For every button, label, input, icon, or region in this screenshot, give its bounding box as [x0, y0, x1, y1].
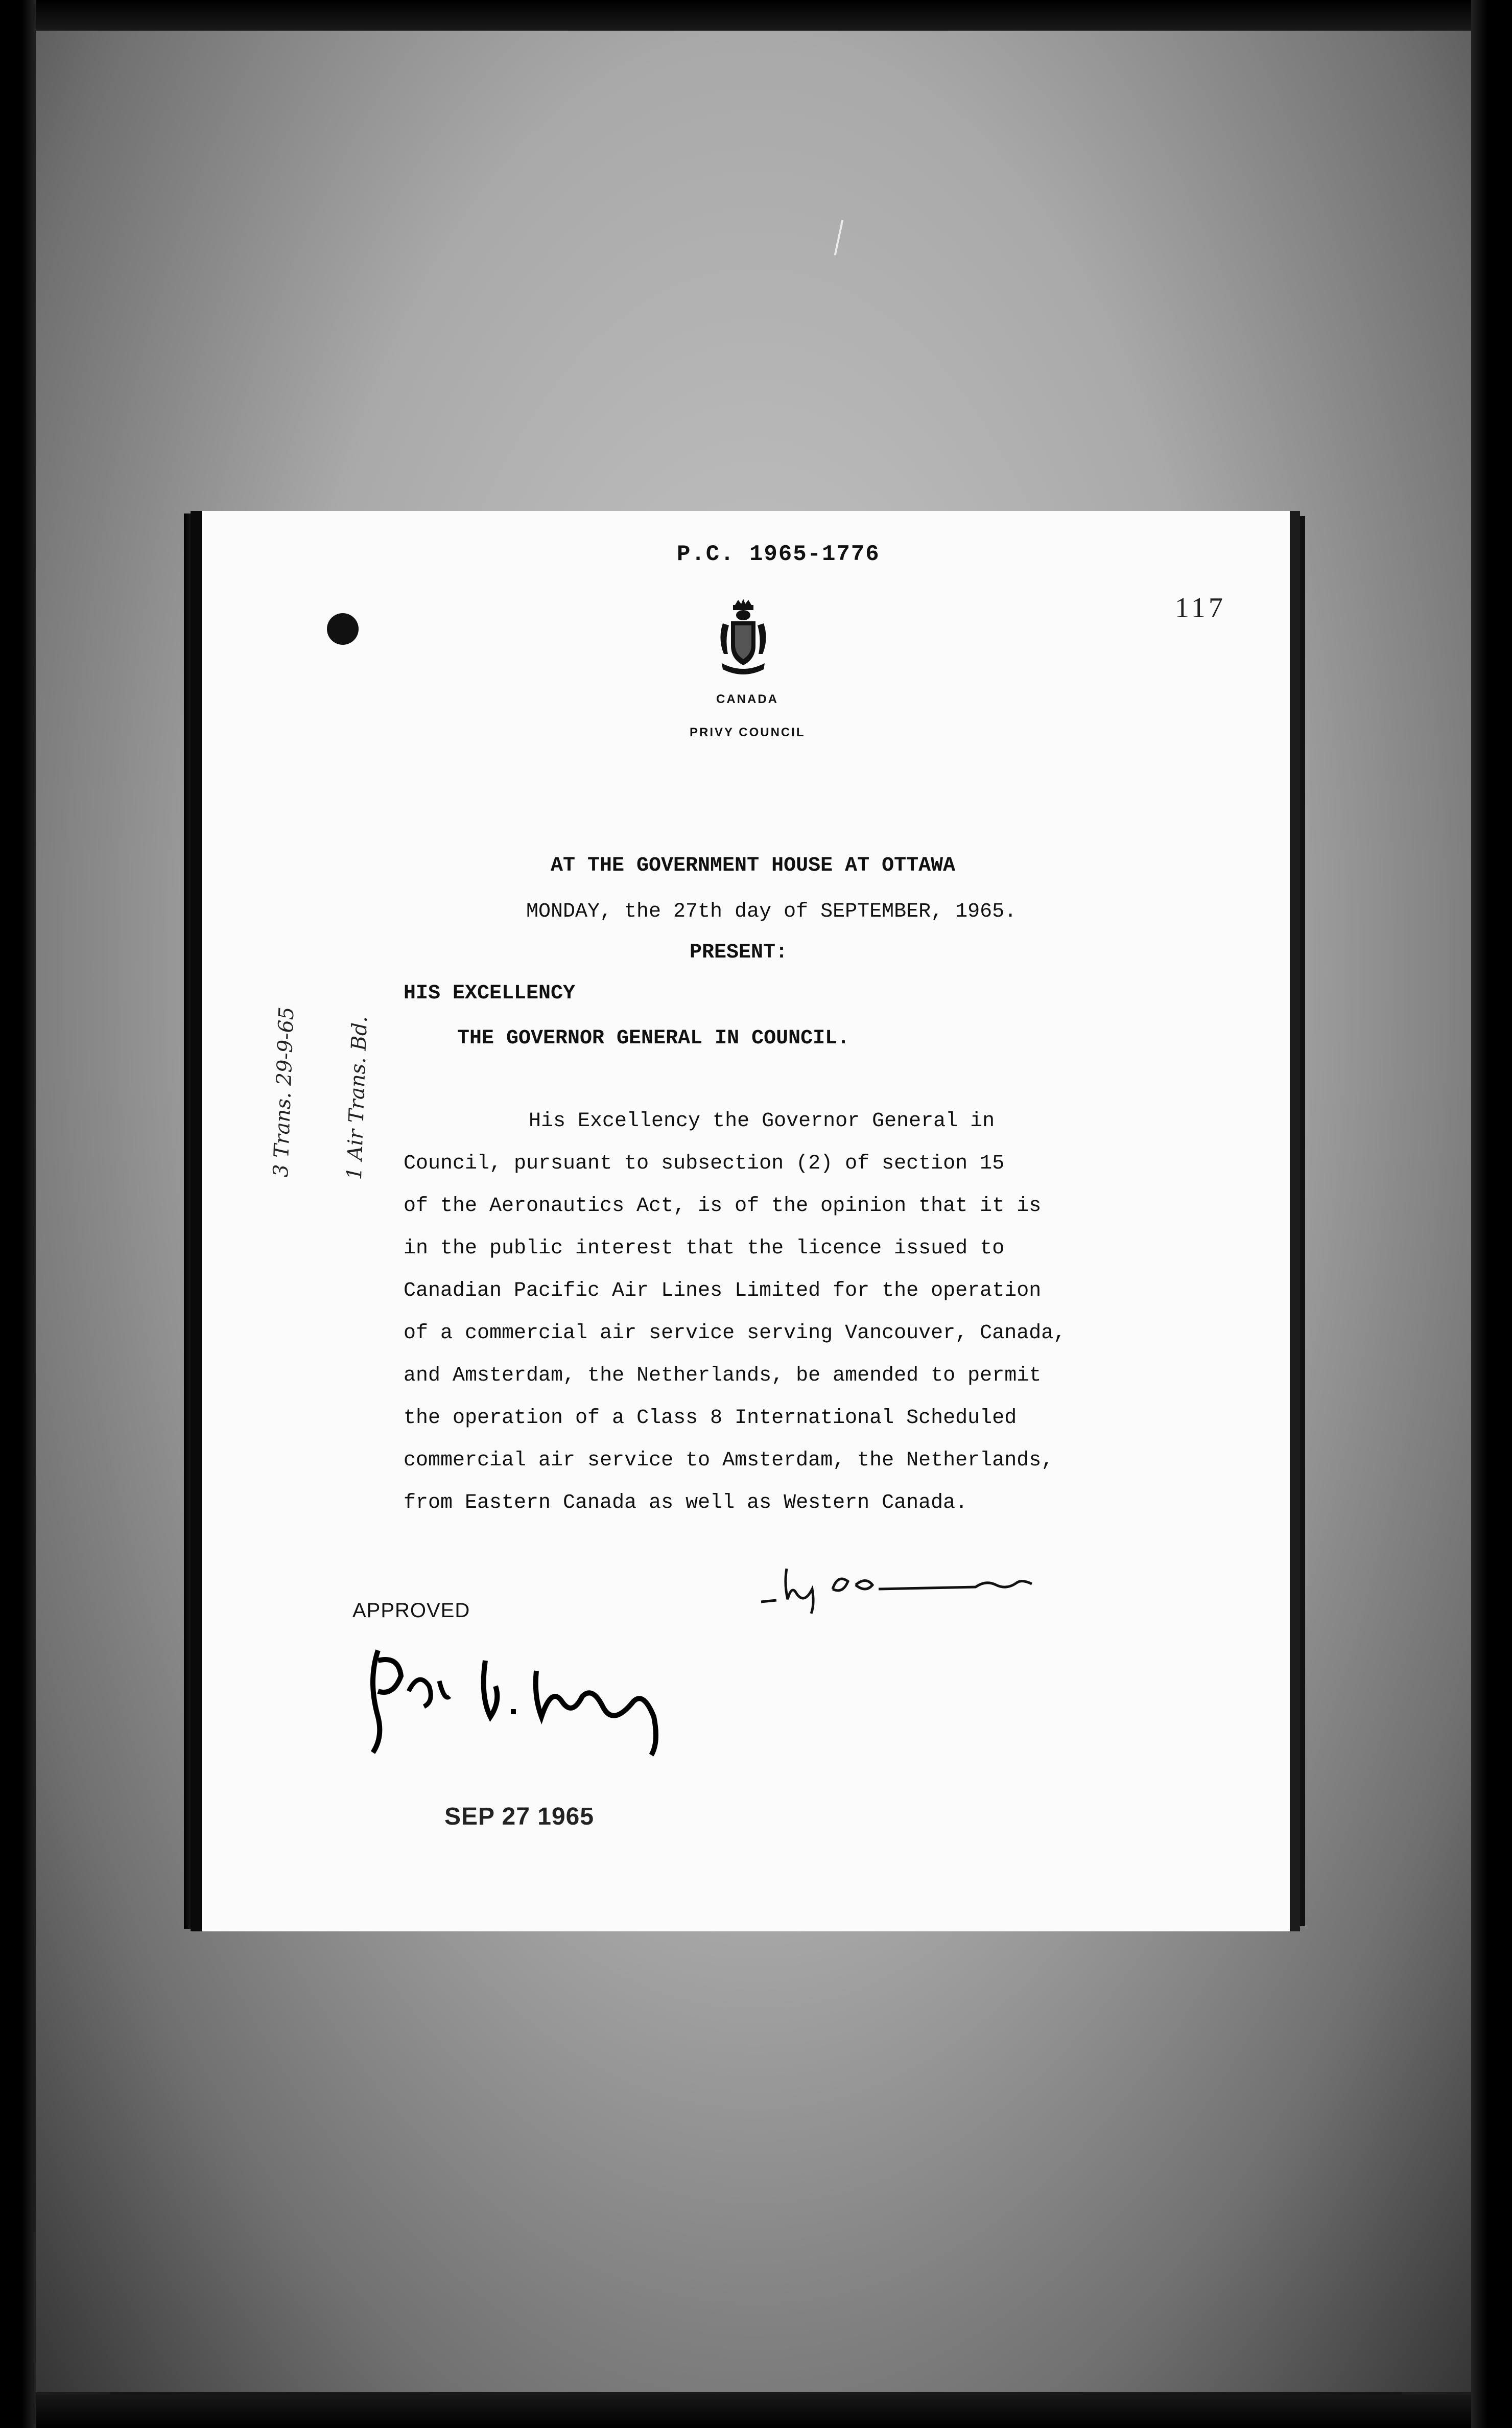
his-excellency: HIS EXCELLENCY — [404, 982, 576, 1005]
body-line: and Amsterdam, the Netherlands, be amended to permit — [404, 1364, 1042, 1387]
pc-number: P.C. 1965-1776 — [677, 542, 880, 567]
present-label: PRESENT: — [690, 941, 788, 964]
margin-note-line: 1 Air Trans. Bd. — [342, 1015, 372, 1181]
page-left-edge — [184, 513, 202, 1929]
date-line: MONDAY, the 27th day of SEPTEMBER, 1965. — [526, 900, 1017, 923]
governor-general: THE GOVERNOR GENERAL IN COUNCIL. — [457, 1027, 850, 1050]
office-name: PRIVY COUNCIL — [690, 726, 806, 739]
margin-note-line: 3 Trans. 29-9-65 — [269, 1006, 299, 1178]
approved-label: APPROVED — [352, 1599, 470, 1622]
body-line: the operation of a Class 8 International Scheduled — [404, 1407, 1017, 1430]
page-number: 117 — [1175, 592, 1226, 624]
body-line: His Excellency the Governor General in — [529, 1110, 995, 1133]
body-line: in the public interest that the licence issued to — [404, 1237, 1005, 1260]
emblem-caption: CANADA — [716, 692, 778, 706]
punch-hole — [327, 613, 359, 645]
page-right-edge — [1290, 516, 1305, 1926]
body-line: Canadian Pacific Air Lines Limited for the operation — [404, 1279, 1042, 1302]
body-line: from Eastern Canada as well as Western Canada. — [404, 1491, 968, 1514]
governor-general-signature — [358, 1640, 695, 1758]
location-heading: AT THE GOVERNMENT HOUSE AT OTTAWA — [551, 854, 956, 877]
handwritten-margin-note — [220, 1005, 397, 1181]
film-edge-left — [0, 0, 36, 2428]
film-edge-top — [0, 0, 1512, 31]
body-line: Council, pursuant to subsection (2) of section 15 — [404, 1152, 1005, 1175]
date-stamp: SEP 27 1965 — [444, 1803, 595, 1830]
film-edge-bottom — [0, 2392, 1512, 2428]
coat-of-arms-icon — [713, 598, 774, 680]
body-line: commercial air service to Amsterdam, the Netherlands, — [404, 1449, 1054, 1472]
film-edge-right — [1471, 0, 1512, 2428]
body-line: of the Aeronautics Act, is of the opinion that it is — [404, 1195, 1042, 1218]
prime-minister-signature — [756, 1553, 1042, 1615]
body-line: of a commercial air service serving Vancouver, Canada, — [404, 1322, 1066, 1345]
